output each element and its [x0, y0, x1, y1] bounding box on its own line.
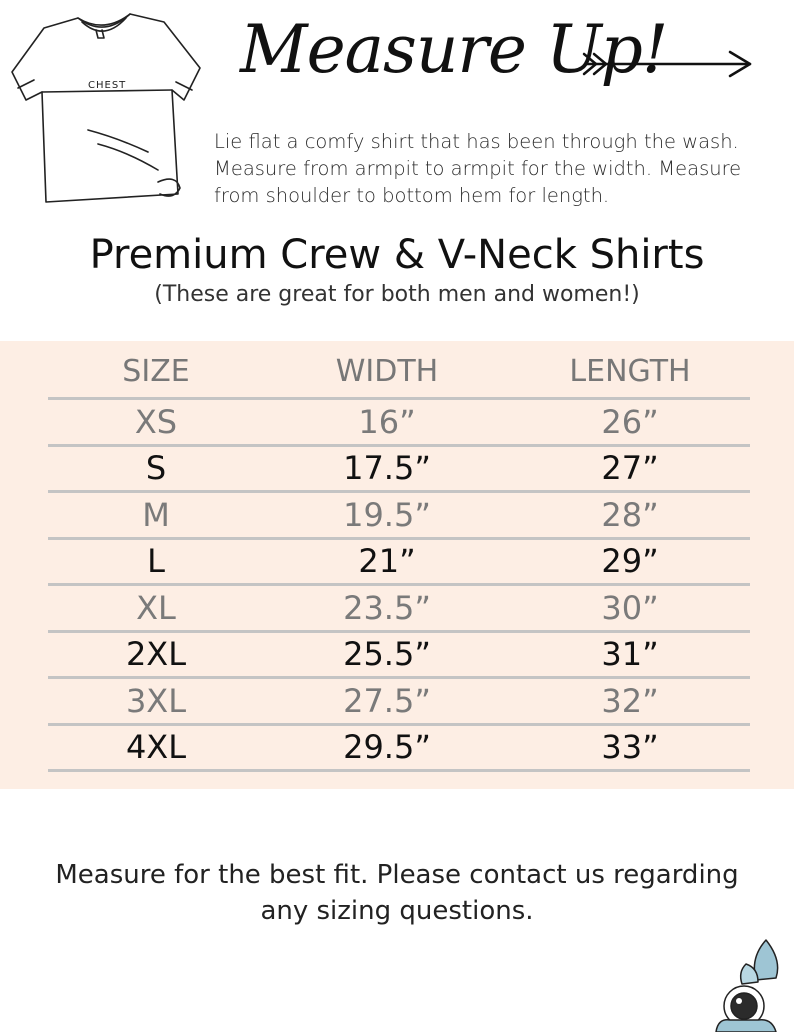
width-cell: 16” [264, 399, 510, 446]
product-heading: Premium Crew & V-Neck Shirts [89, 232, 705, 278]
footer-note [40, 857, 754, 929]
size-cell: XL [48, 585, 264, 632]
width-cell: 29.5” [264, 724, 510, 771]
size-cell: XS [48, 399, 264, 446]
length-cell: 29” [510, 538, 750, 585]
product-subheading: (These are great for both men and women!) [154, 282, 640, 307]
length-cell: 28” [510, 492, 750, 539]
size-chart-table [48, 345, 750, 772]
table-row [48, 538, 750, 585]
table-row [48, 492, 750, 539]
astronaut-logo-icon [706, 938, 786, 1032]
width-cell: 21” [264, 538, 510, 585]
size-cell: M [48, 492, 264, 539]
size-cell: S [48, 445, 264, 492]
width-cell: 27.5” [264, 678, 510, 725]
length-cell: 31” [510, 631, 750, 678]
arrow-right-icon [580, 48, 756, 80]
shirt-chest-label: CHEST [88, 80, 127, 91]
table-row [48, 631, 750, 678]
measuring-instructions: Lie flat a comfy shirt that has been through the wash. Measure from armpit to armpit for the width. Measure from shoulder to bottom hem for length. [214, 130, 742, 207]
length-cell: 33” [510, 724, 750, 771]
table-row [48, 585, 750, 632]
length-cell: 26” [510, 399, 750, 446]
tshirt-illustration [8, 12, 208, 212]
table-row [48, 399, 750, 446]
length-cell: 32” [510, 678, 750, 725]
width-cell: 25.5” [264, 631, 510, 678]
width-cell: 17.5” [264, 445, 510, 492]
length-cell: 30” [510, 585, 750, 632]
headline: Measure Up! [240, 11, 668, 88]
length-cell: 27” [510, 445, 750, 492]
column-header-width: WIDTH [264, 345, 510, 399]
table-row [48, 724, 750, 771]
table-row [48, 678, 750, 725]
footer-line-2: any sizing questions. [260, 896, 534, 926]
width-cell: 23.5” [264, 585, 510, 632]
size-cell: 3XL [48, 678, 264, 725]
size-cell: 4XL [48, 724, 264, 771]
column-header-length: LENGTH [510, 345, 750, 399]
size-cell: L [48, 538, 264, 585]
size-cell: 2XL [48, 631, 264, 678]
width-cell: 19.5” [264, 492, 510, 539]
table-row [48, 445, 750, 492]
column-header-size: SIZE [48, 345, 264, 399]
table-header-row [48, 345, 750, 399]
footer-line-1: Measure for the best fit. Please contact us regarding [55, 860, 739, 890]
